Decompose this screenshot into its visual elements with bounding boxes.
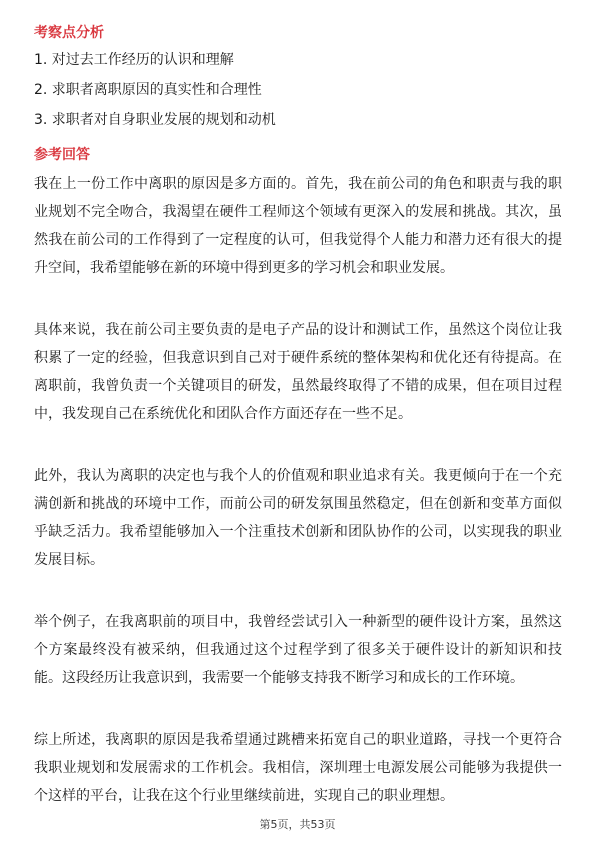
answer-paragraph: 我在上一份工作中离职的原因是多方面的。首先，我在前公司的角色和职责与我的职业规划不完全吻合，我渴望在硬件工程师这个领域有更深入的发展和挑战。其次，虽然我在前公司的工作得到了一定程度的认可，但我觉得个人能力和潜力还有很大的提升空间，我希望能够在新的环境中得到更多的学习机会和职业发展。 — [34, 176, 562, 276]
analysis-point: 1. 对过去工作经历的认识和理解 — [34, 52, 234, 68]
answer-paragraph: 具体来说，我在前公司主要负责的是电子产品的设计和测试工作，虽然这个岗位让我积累了一定的经验，但我意识到自己对于硬件系统的整体架构和优化还有待提高。在离职前，我曾负责一个关键项目的研发，虽然最终取得了不错的成果，但在项目过程中，我发现自己在系统优化和团队合作方面还存在一些不足。 — [34, 322, 562, 422]
analysis-point: 2. 求职者离职原因的真实性和合理性 — [34, 82, 262, 98]
answer-paragraph: 综上所述，我离职的原因是我希望通过跳槽来拓宽自己的职业道路，寻找一个更符合我职业规划和发展需求的工作机会。我相信，深圳理士电源发展公司能够为我提供一个这样的平台，让我在这个行业里继续前进，实现自己的职业理想。 — [34, 732, 562, 804]
page-number: 第5页，共53页 — [259, 818, 336, 831]
answer-heading: 参考回答 — [34, 147, 90, 163]
answer-paragraph: 此外，我认为离职的决定也与我个人的价值观和职业追求有关。我更倾向于在一个充满创新和挑战的环境中工作，而前公司的研发氛围虽然稳定，但在创新和变革方面似乎缺乏活力。我希望能够加入一个注重技术创新和团队协作的公司，以实现我的职业发展目标。 — [34, 468, 562, 568]
analysis-heading: 考察点分析 — [34, 25, 104, 41]
answer-body — [34, 170, 562, 844]
analysis-point-list — [34, 51, 574, 141]
answer-paragraph: 举个例子，在我离职前的项目中，我曾经尝试引入一种新型的硬件设计方案，虽然这个方案最终没有被采纳，但我通过这个过程学到了很多关于硬件设计的新知识和技能。这段经历让我意识到，我需要一个能够支持我不断学习和成长的工作环境。 — [34, 614, 562, 686]
analysis-point: 3. 求职者对自身职业发展的规划和动机 — [34, 112, 276, 128]
